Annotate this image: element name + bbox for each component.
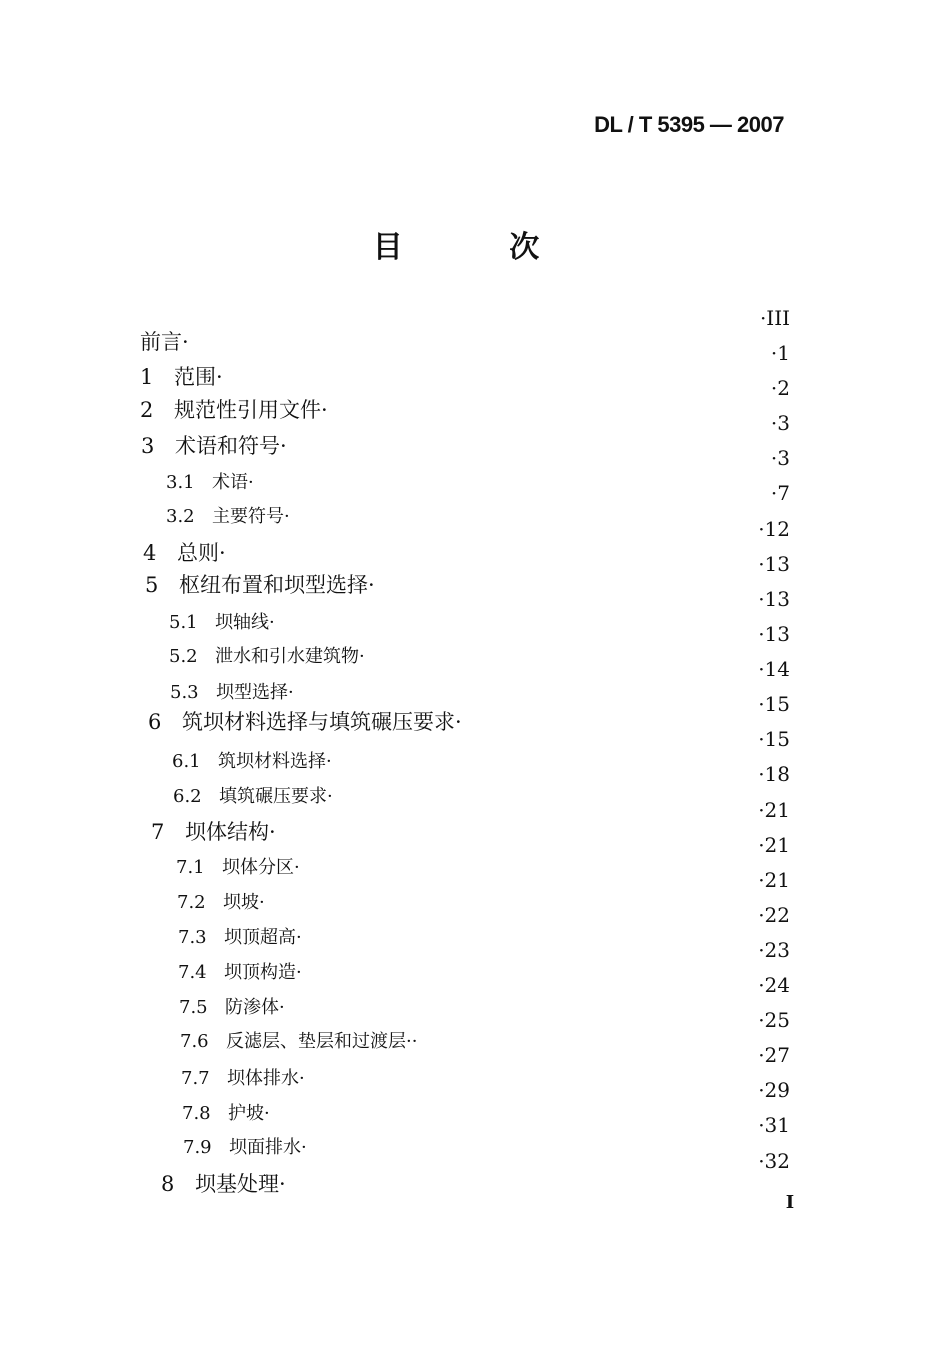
toc-entry-5-2[interactable] bbox=[169, 642, 365, 668]
toc-entry-7-2[interactable] bbox=[177, 888, 265, 914]
toc-entry-5[interactable] bbox=[145, 569, 375, 599]
toc-entry-7[interactable] bbox=[151, 816, 276, 846]
toc-entry-number: 7.9 bbox=[183, 1137, 212, 1158]
toc-page-number: ·23 bbox=[758, 938, 790, 962]
toc-page-number: ·III bbox=[759, 306, 790, 330]
toc-entry-text: 术语和符号· bbox=[175, 434, 287, 458]
toc-entry-5-3[interactable] bbox=[170, 678, 294, 704]
toc-entry-number: 6.2 bbox=[173, 786, 202, 807]
toc-entry-number: 4 bbox=[143, 541, 157, 565]
toc-entry-text: 坝基处理· bbox=[195, 1172, 286, 1196]
toc-entry-7-7[interactable] bbox=[181, 1064, 305, 1090]
toc-page-number: ·25 bbox=[758, 1008, 790, 1032]
toc-page-number: ·13 bbox=[758, 622, 790, 646]
toc-page-number: ·32 bbox=[758, 1149, 790, 1173]
toc-entry-5-1[interactable] bbox=[169, 608, 275, 634]
toc-page-number: ·15 bbox=[758, 692, 790, 716]
toc-entry-7-8[interactable] bbox=[182, 1099, 270, 1125]
toc-entry-number: 1 bbox=[140, 365, 154, 389]
toc-page-number: ·3 bbox=[770, 411, 790, 435]
toc-entry-number: 8 bbox=[161, 1172, 175, 1196]
toc-entry-6-2[interactable] bbox=[173, 782, 333, 808]
toc-entry-number: 3 bbox=[141, 434, 155, 458]
toc-entry-text: 坝体分区· bbox=[222, 857, 300, 878]
toc-entry-7-4[interactable] bbox=[178, 958, 302, 984]
toc-page-number: ·1 bbox=[770, 341, 790, 365]
toc-entry-text: 坝顶超高· bbox=[224, 927, 302, 948]
toc-page-number: ·29 bbox=[758, 1078, 790, 1102]
toc-entry-text: 枢纽布置和坝型选择· bbox=[179, 573, 375, 597]
toc-page-number: ·31 bbox=[758, 1113, 790, 1137]
toc-entry-3[interactable] bbox=[141, 430, 287, 460]
toc-entry-text: 范围· bbox=[174, 365, 223, 389]
toc-entry-text: 坝体排水· bbox=[227, 1068, 305, 1089]
toc-entry-6[interactable] bbox=[148, 706, 462, 736]
toc-page-number: ·2 bbox=[770, 376, 790, 400]
toc-entry-number: 7 bbox=[151, 820, 165, 844]
toc-page-number: ·15 bbox=[758, 727, 790, 751]
toc-entry-text: 坝轴线· bbox=[215, 612, 275, 633]
toc-page-number: ·21 bbox=[758, 833, 790, 857]
toc-entry-2[interactable] bbox=[140, 394, 328, 424]
toc-entry-text: 坝型选择· bbox=[216, 682, 294, 703]
toc-entry-7-3[interactable] bbox=[178, 923, 302, 949]
toc-entry-number: 7.2 bbox=[177, 892, 206, 913]
toc-entry-8[interactable] bbox=[161, 1168, 286, 1198]
page-title: 目 次 bbox=[372, 230, 588, 265]
toc-entry-text: 泄水和引水建筑物· bbox=[215, 646, 365, 667]
toc-entry-text: 术语· bbox=[212, 472, 254, 493]
toc-page-number: ·27 bbox=[758, 1043, 790, 1067]
toc-entry-text: 规范性引用文件· bbox=[174, 398, 328, 422]
toc-entry-text: 坝顶构造· bbox=[224, 962, 302, 983]
toc-entry-number: 7.1 bbox=[176, 857, 205, 878]
toc-entry-number: 3.1 bbox=[166, 472, 195, 493]
toc-entry-1[interactable] bbox=[140, 361, 223, 391]
toc-entry-text: 筑坝材料选择· bbox=[218, 751, 332, 772]
toc-entry-text: 坝体结构· bbox=[185, 820, 276, 844]
toc-entry-text: 坝坡· bbox=[223, 892, 265, 913]
standard-code: DL / T 5395 — 2007 bbox=[594, 112, 784, 137]
toc-page-number: ·18 bbox=[758, 762, 790, 786]
toc-entry-7-1[interactable] bbox=[176, 853, 300, 879]
page-folio: I bbox=[785, 1192, 795, 1213]
toc-entry-number: 7.7 bbox=[181, 1068, 210, 1089]
toc-entry-number: 5.3 bbox=[170, 682, 199, 703]
toc-page-number: ·14 bbox=[758, 657, 790, 681]
toc-page-number: ·3 bbox=[770, 446, 790, 470]
toc-entry-text: 护坡· bbox=[228, 1103, 270, 1124]
toc-entry-text: 总则· bbox=[177, 541, 226, 565]
toc-entry-text: 反滤层、垫层和过渡层·· bbox=[226, 1031, 418, 1052]
toc-entry-7-5[interactable] bbox=[179, 993, 285, 1019]
toc-entry-text: 填筑碾压要求· bbox=[219, 786, 333, 807]
toc-page-number: ·24 bbox=[758, 973, 790, 997]
toc-page-number: ·21 bbox=[758, 798, 790, 822]
toc-entry-number: 7.4 bbox=[178, 962, 207, 983]
toc-entry-number: 5.1 bbox=[169, 612, 198, 633]
toc-entry-7-9[interactable] bbox=[183, 1133, 307, 1159]
toc-entry-number: 7.5 bbox=[179, 997, 208, 1018]
toc-entry-number: 3.2 bbox=[166, 506, 195, 527]
toc-entry-number: 2 bbox=[140, 398, 154, 422]
toc-entry-3-1[interactable] bbox=[166, 468, 254, 494]
toc-entry-text: 筑坝材料选择与填筑碾压要求· bbox=[182, 710, 462, 734]
toc-page-number: ·12 bbox=[758, 517, 790, 541]
toc-entry-text: 坝面排水· bbox=[229, 1137, 307, 1158]
toc-entry-number: 7.6 bbox=[180, 1031, 209, 1052]
toc-entry-number: 6 bbox=[148, 710, 162, 734]
toc-entry-number: 7.8 bbox=[182, 1103, 211, 1124]
toc-entry-text: 主要符号· bbox=[212, 506, 290, 527]
toc-entry-7-6[interactable] bbox=[180, 1027, 417, 1053]
toc-entry-number: 6.1 bbox=[172, 751, 201, 772]
toc-page-number: ·7 bbox=[770, 481, 790, 505]
toc-page-number: ·13 bbox=[758, 552, 790, 576]
toc-entry-number: 5 bbox=[145, 573, 159, 597]
toc-entry-3-2[interactable] bbox=[166, 502, 290, 528]
toc-page-number: ·22 bbox=[758, 903, 790, 927]
toc-entry-text: 前言· bbox=[140, 330, 189, 354]
toc-entry-4[interactable] bbox=[143, 537, 226, 567]
toc-entry-number: 7.3 bbox=[178, 927, 207, 948]
toc-entry-number: 5.2 bbox=[169, 646, 198, 667]
toc-page-number: ·21 bbox=[758, 868, 790, 892]
toc-page-number: ·13 bbox=[758, 587, 790, 611]
toc-entry-6-1[interactable] bbox=[172, 747, 332, 773]
toc-entry-text: 防渗体· bbox=[225, 997, 285, 1018]
toc-entry-foreword[interactable] bbox=[140, 326, 189, 356]
